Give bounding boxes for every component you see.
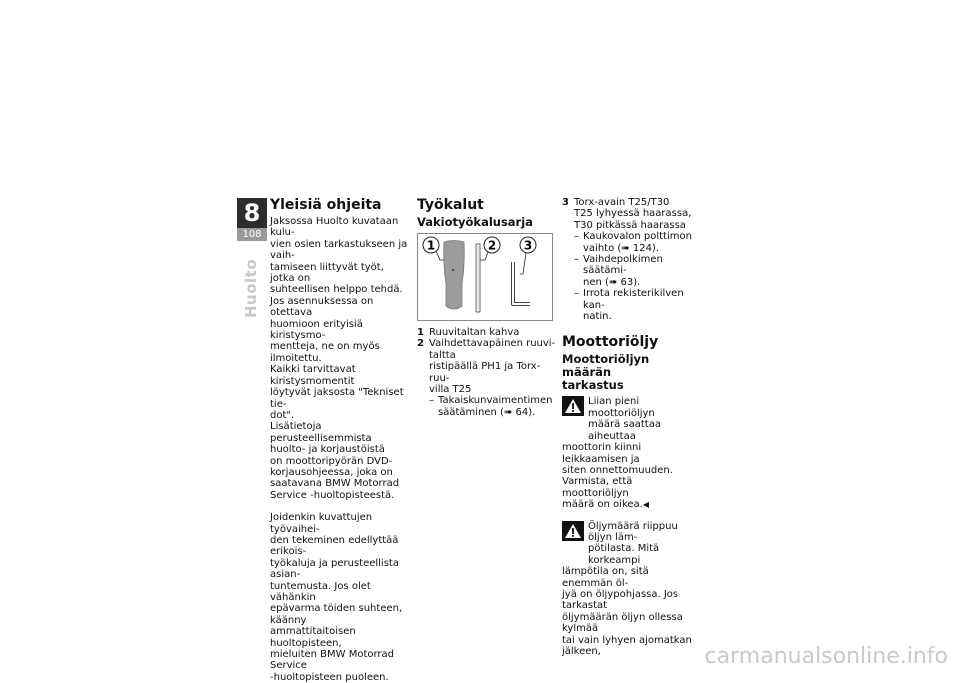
subsection-title-toolkit: Vakiotyökalusarja — [417, 215, 533, 229]
toolkit-figure — [417, 233, 553, 321]
list-item-text: Ruuvitaltan kahva — [429, 327, 520, 338]
list-item — [562, 197, 702, 231]
sub-list-text: Kaukovalon polttimon vaihto (➠ 124). — [583, 231, 692, 254]
callout-label-2: 2 — [487, 238, 497, 253]
leader-line-3 — [520, 253, 526, 274]
chapter-label: Huolto — [242, 258, 260, 318]
sub-list-item — [417, 395, 557, 418]
sub-list-text: Irrota rekisterikilven kan- natin. — [583, 288, 684, 323]
callout-label-3: 3 — [523, 238, 533, 253]
warning-text-first: Öljymäärä riippuu öljyn läm- pötilasta. Mitä korkeampi — [588, 520, 678, 566]
warning-block-low-oil — [562, 396, 702, 510]
warning-triangle-icon — [562, 396, 584, 416]
subsection-title-oil-check: Moottoriöljyn määrän tarkastus — [562, 352, 650, 393]
section-title-engine-oil: Moottoriöljy — [562, 334, 659, 351]
warning-text-rest: lämpötila on, sitä enemmän öl- jyä on öljypohjassa. Jos tarkastat öljymäärän öljyn ollessa kylmää tai vain lyhyen ajomatkan jälkeen, — [562, 566, 692, 657]
section-title-tools: Työkalut — [417, 197, 484, 213]
sub-list-item — [562, 231, 702, 254]
paragraph-special-tools: Joidenkin kuvattujen työvaihei- den tekeminen edellyttää erikois- työkaluja ja perusteellista asian- tuntemusta. Jos olet vähänkin epävarma töiden suhteen, käänny ammattitaitoisen huoltopisteen, mieluiten BMW Motorrad Service -huoltopisteen puoleen. — [270, 512, 403, 683]
list-item — [417, 338, 557, 395]
spacer — [270, 501, 410, 512]
dash-bullet: – — [574, 254, 579, 266]
torx-key — [513, 262, 530, 304]
column-general-instructions — [270, 197, 410, 683]
callout-label-1: 1 — [426, 238, 436, 253]
warning-text-rest — [562, 442, 702, 510]
list-item-number: 1 — [417, 327, 424, 338]
list-item-number: 3 — [562, 197, 569, 208]
chapter-number: 8 — [237, 198, 267, 228]
watermark: carmanualsonline.info — [704, 644, 948, 669]
sub-list-item — [562, 254, 702, 288]
warning-block-oil-temperature — [562, 521, 702, 658]
sub-list-text: Takaiskunvaimentimen säätäminen (➠ 64). — [438, 395, 553, 418]
section-title-general: Yleisiä ohjeita — [270, 197, 382, 213]
column-engine-oil — [562, 197, 702, 657]
page-number: 108 — [237, 228, 267, 241]
end-mark-icon: ◀ — [642, 500, 649, 510]
list-item-text: Torx-avain T25/T30 T25 lyhyessä haarassa, T30 pitkässä haarassa — [574, 197, 692, 231]
list-item — [417, 327, 557, 338]
leader-line-2 — [480, 252, 488, 260]
paragraph-more-info: Lisätietoja perusteellisemmista huolto- ja korjaustöistä on moottoripyörän DVD- korjausohjeessa, joka on saatavana BMW Motorrad Service -huoltopisteestä. — [270, 421, 400, 501]
toolkit-illustration — [418, 234, 552, 320]
column-tools — [417, 197, 557, 418]
dash-bullet: – — [574, 231, 579, 243]
sub-list-text: Vaihdepolkimen säätämi- nen (➠ 63). — [583, 254, 663, 288]
warning-text-first: Liian pieni moottoriöljyn määrä saattaa aiheuttaa — [588, 396, 661, 442]
list-item-text: Vaihdettavapäinen ruuvi- taltta ristipäällä PH1 ja Torx-ruu- villa T25 — [429, 338, 556, 396]
sub-list-item — [562, 288, 702, 322]
list-item-number: 2 — [417, 338, 424, 350]
screwdriver-handle — [444, 241, 465, 310]
warning-triangle-icon — [562, 521, 584, 541]
paragraph-intro: Jaksossa Huolto kuvataan kulu- vien osien tarkastukseen ja vaih- tamiseen liittyvät työt, jotka on suhteellisen helppo tehdä. Jos asennuksessa on otettava huomioon erityisiä kiristysmo- mentteja, ne on myös ilmoitettu. Kaikki tarvittavat kiristysmomentit löytyvät jaksosta "Tekniset tie- dot". — [270, 216, 408, 421]
handle-dot — [452, 269, 454, 271]
dash-bullet: – — [574, 288, 579, 300]
warning-text-body: moottorin kiinni leikkaamisen ja siten onnettomuuden. Varmista, että moottoriöljyn määrä on oikea. — [562, 442, 673, 511]
dash-bullet: – — [429, 395, 434, 407]
